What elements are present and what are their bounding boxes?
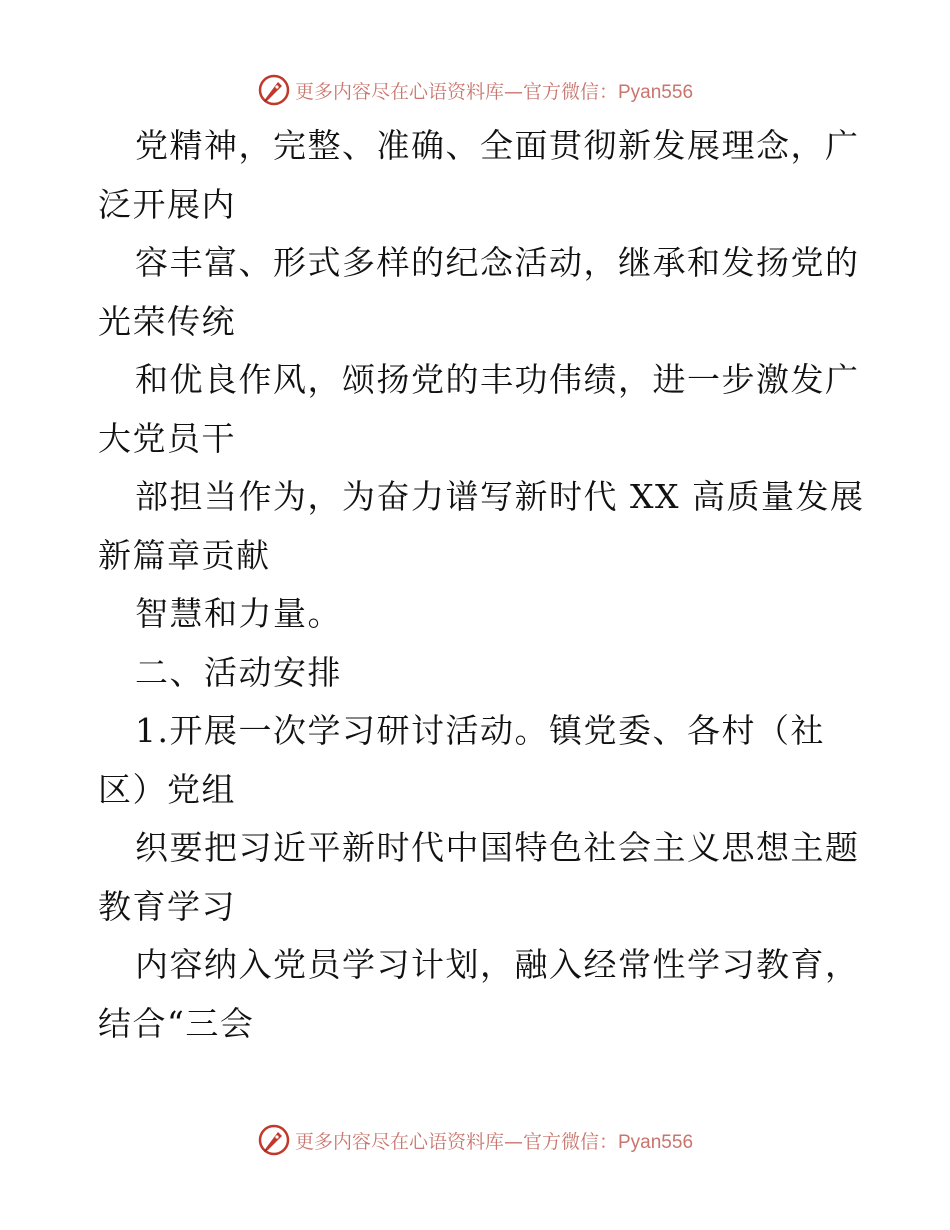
banner-wechat-id: Pyan556 (618, 81, 694, 103)
paragraph-line: 泛开展内 (98, 184, 236, 224)
pen-nib-logo-icon (257, 1123, 291, 1157)
paragraph-line: 和优良作风，颂扬党的丰功伟绩，进一步激发广 (135, 360, 860, 399)
banner-text (295, 77, 693, 104)
document-body (98, 117, 865, 1053)
banner-dash: — (503, 1130, 523, 1153)
banner-site-text: 更多内容尽在心语资料库 (294, 1130, 504, 1153)
paragraph-line: 新篇章贡献 (98, 535, 271, 575)
paragraph-line: 容丰富、形式多样的纪念活动，继承和发扬党的 (135, 243, 860, 282)
banner-wechat-label: 官方微信： (522, 1130, 618, 1153)
paragraph-line: 光荣传统 (98, 301, 236, 341)
pen-nib-logo-icon (257, 73, 291, 107)
paragraph-line: 大党员干 (98, 418, 236, 458)
header-banner (0, 72, 950, 108)
paragraph-line: 二、活动安排 (135, 652, 342, 692)
banner-site-text: 更多内容尽在心语资料库 (294, 80, 504, 103)
paragraph-line: 内容纳入党员学习计划，融入经常性学习教育， (135, 945, 860, 984)
banner-wechat-id: Pyan556 (618, 1131, 694, 1153)
paragraph-line: 党精神，完整、准确、全面贯彻新发展理念，广 (135, 126, 860, 165)
paragraph-line: 结合“三会 (98, 1003, 255, 1043)
banner-text (295, 1127, 693, 1154)
paragraph-line: 1.开展一次学习研讨活动。镇党委、各村（社 (135, 711, 825, 750)
paragraph-line: 智慧和力量。 (135, 594, 342, 633)
banner-dash: — (503, 80, 523, 103)
footer-banner (0, 1122, 950, 1158)
banner-wechat-label: 官方微信： (522, 80, 618, 103)
paragraph-line: 部担当作为，为奋力谱写新时代 XX 高质量发展 (135, 477, 865, 516)
paragraph-line: 区）党组 (98, 769, 236, 809)
paragraph-line: 织要把习近平新时代中国特色社会主义思想主题 (135, 828, 860, 867)
paragraph-line: 教育学习 (98, 886, 236, 926)
